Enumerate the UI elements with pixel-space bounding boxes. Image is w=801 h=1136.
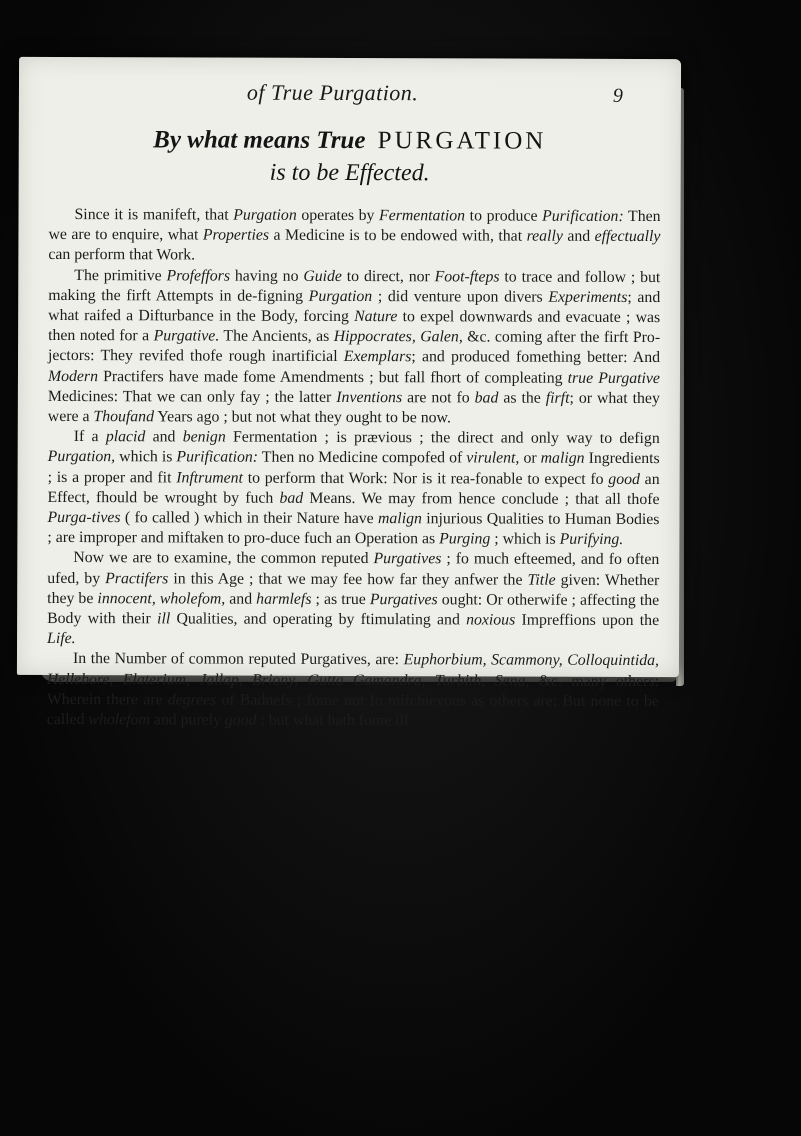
italic-run: bad [279, 489, 304, 507]
text-run: in this Age ; that we may fee how far they anfwer the [168, 570, 528, 589]
italic-run: Modern [47, 367, 99, 385]
italic-run: Purification: [542, 207, 624, 225]
text-run: ; or what they were a [47, 389, 660, 426]
italic-run: innocent, wholefom, [97, 589, 226, 608]
text-run: an Effect, fhould be wrought by fuch [47, 470, 660, 507]
italic-run: Purgation [233, 206, 297, 224]
text-run: operates by [296, 206, 380, 225]
italic-run: Purgatives [373, 550, 442, 568]
text-run: The primitive [74, 266, 167, 284]
italic-run: true Purgative [567, 369, 660, 387]
paragraph [48, 205, 660, 268]
paragraph [47, 427, 659, 550]
italic-run: Purgative. [153, 327, 220, 345]
text-run: ; and what raifed a Difturbance in the Body, forcing [48, 288, 661, 326]
italic-run: degrees [167, 691, 217, 709]
text-run: and [225, 590, 257, 608]
text-run: to expel downwards and evacuate ; was then noted for a [48, 308, 661, 345]
text-run: given: Whether they be [47, 571, 660, 607]
italic-run: Inventions [336, 388, 403, 407]
italic-run: Purification: [176, 448, 259, 467]
text-run: Fermentation ; is prævious ; the direct and only way to defign [225, 428, 660, 448]
text-run: having no [229, 267, 304, 285]
italic-run: Hippocrates, Galen, [333, 328, 463, 346]
text-run: a Medicine is to be endowed with, that [269, 226, 527, 245]
text-run: The Ancients, as [219, 327, 334, 346]
text-run: are not fo [402, 389, 475, 407]
italic-run: wholefom [88, 711, 150, 729]
text-run: ( fo called ) which in their Nature have [120, 509, 379, 528]
text-run: If a [73, 428, 106, 446]
italic-run: good [608, 470, 640, 488]
italic-run: noxious [466, 611, 516, 629]
italic-run: Experiments [548, 288, 628, 306]
text-run: Years ago ; but not what they ought to be now. [153, 408, 451, 427]
text-run: and [145, 428, 183, 446]
italic-run: malign [377, 510, 422, 528]
italic-run: Euphorbium, Scammony, Colloquintida, Hellebore, Elaterium, Jallap, Briony, Gutta Gamandra, Turbith, Sena, [46, 651, 660, 690]
paragraph [48, 266, 661, 430]
text-run: Means. We may from hence conclude ; that all thofe [303, 489, 660, 508]
italic-run: malign [540, 450, 585, 468]
italic-run: Purging [439, 530, 491, 548]
paragraph [47, 548, 659, 651]
text-run: to direct, nor [341, 267, 435, 285]
text-run: which is [115, 448, 177, 466]
text-run: as the [498, 389, 546, 407]
italic-run: benign [182, 428, 226, 446]
italic-run: Guide [303, 267, 342, 285]
italic-run: virulent, [466, 449, 520, 468]
italic-run: Properties [202, 226, 270, 244]
italic-run: placid [105, 428, 146, 446]
book-page [17, 57, 681, 730]
text-run: &c. many others: Wherein there are [46, 672, 659, 709]
page-number: 9 [612, 84, 623, 107]
italic-run: Practifers [105, 569, 169, 588]
title-line-2: is to be Effected. [269, 159, 430, 187]
text-run: ; did venture upon divers [372, 287, 549, 306]
italic-run: Purga-tives [47, 508, 121, 527]
body-text [47, 205, 661, 732]
title-line-1 [19, 125, 681, 157]
italic-run: Foot-fteps [434, 267, 500, 286]
text-run: can perform that Work. [48, 246, 196, 264]
italic-run: Profeffors [166, 266, 231, 285]
text-run: In the Number of common reputed Purgatives, are: [72, 650, 404, 669]
text-run: Ingredients ; is a proper and fit [47, 450, 660, 487]
italic-run: really [526, 227, 563, 245]
italic-run: effectually [594, 228, 661, 246]
italic-run: Purgation [308, 287, 373, 305]
italic-run: Nature [354, 308, 398, 326]
italic-run: Purgatives [369, 590, 438, 609]
paragraph [47, 649, 659, 732]
italic-run: Inftrument [176, 469, 243, 487]
text-run: injurious Qualities to Human Bodies ; are improper and miftaken to pro-duce fuch an Operation as [47, 510, 660, 548]
text-run: &c. coming after the firft Pro-jectors: They revifed thofe rough inartificial [48, 328, 661, 366]
italic-run: Thoufand [93, 408, 155, 426]
italic-run: Purifying. [559, 530, 624, 549]
text-run: ; which is [490, 530, 560, 548]
italic-run: Fermentation [379, 207, 466, 225]
text-run: Now we are to examine, the common reputed [73, 549, 374, 568]
text-run: Medicines: That we can only fay ; the latter [47, 387, 337, 406]
text-run: Practifers have made fome Amendments ; but fall fhort of compleating [97, 367, 568, 387]
text-run: and [562, 227, 595, 246]
text-run: to trace and follow ; but making the firft Attempts in de-figning [48, 268, 661, 305]
text-run: Then we are to enquire, what [48, 207, 661, 244]
text-run: or [519, 450, 541, 468]
italic-run: Exemplars [343, 348, 412, 366]
text-run: of Badnefs ; fome not fo mifchievous as others are: But none to be called [46, 691, 659, 729]
title-part-2: PURGATION [377, 127, 547, 155]
text-run: ought: Or otherwife ; affecting the Body with their [47, 591, 660, 628]
text-run: to produce [465, 207, 543, 225]
text-run: to perform that Work: Nor is it rea-fonable to expect fo [242, 469, 609, 488]
title-part-1: By what means True [153, 126, 366, 155]
section-title [19, 125, 681, 189]
italic-run: bad [474, 389, 499, 407]
italic-run: Title [527, 571, 556, 589]
text-run: ; as true [311, 590, 370, 608]
italic-run: Purgation, [47, 448, 116, 466]
italic-run: harmlefs [256, 590, 312, 608]
text-run: ; but what hath fome ill [256, 711, 409, 730]
italic-run: good [224, 711, 257, 729]
italic-run: ill [157, 610, 171, 628]
text-run: Then no Medicine compofed of [258, 449, 467, 467]
italic-run: Life. [47, 630, 76, 648]
text-run: Qualities, and operating by ftimulating and [170, 610, 467, 629]
italic-run: firft [545, 389, 570, 407]
text-run: and purely [149, 711, 225, 729]
text-run: ; and produced fomething better: And [411, 348, 661, 367]
page-header [19, 79, 681, 111]
text-run: ; fo much efteemed, and fo often ufed, by [47, 550, 660, 587]
running-head: of True Purgation. [246, 79, 419, 106]
text-run: Since it is manifeft, that [74, 206, 234, 224]
text-run: Impreffions upon the [515, 611, 660, 630]
